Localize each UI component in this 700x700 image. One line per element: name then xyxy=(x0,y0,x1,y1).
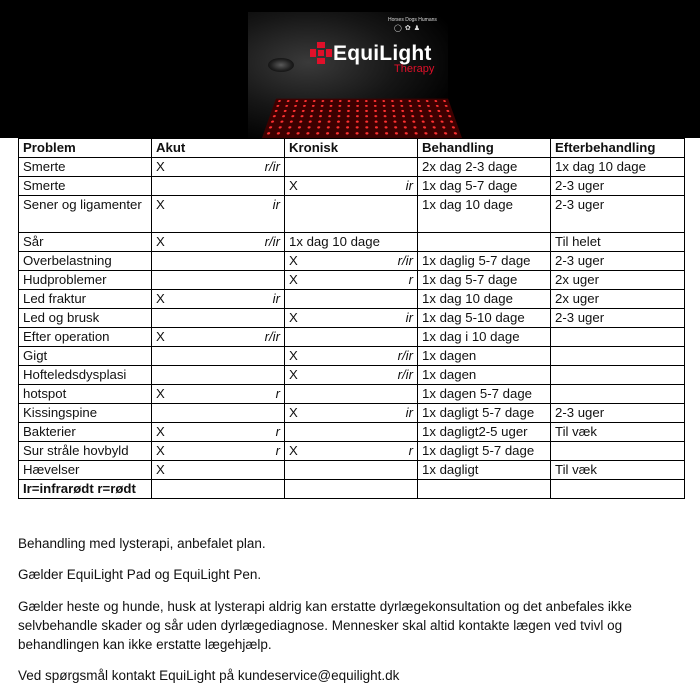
efterbehandling-cell: 1x dag 10 dage xyxy=(551,158,685,177)
akut-mark: X xyxy=(156,234,165,249)
akut-cell xyxy=(152,177,285,196)
table-row xyxy=(19,158,685,177)
kronisk-cell xyxy=(285,271,418,290)
kronisk-mark: X xyxy=(289,367,298,382)
table-row xyxy=(19,252,685,271)
table-row xyxy=(19,461,685,480)
behandling-cell: 1x dagen xyxy=(418,366,551,385)
kronisk-mark: X xyxy=(289,310,298,325)
problem-cell: Efter operation xyxy=(19,328,152,347)
kronisk-cell xyxy=(285,328,418,347)
behandling-cell: 1x dag 5-7 dage xyxy=(418,271,551,290)
akut-light-type: ir xyxy=(272,291,280,306)
table-row xyxy=(19,423,685,442)
kronisk-light-type: ir xyxy=(405,310,413,325)
akut-light-type: r/ir xyxy=(264,234,280,249)
efterbehandling-cell xyxy=(551,347,685,366)
akut-content xyxy=(156,385,280,403)
kronisk-content xyxy=(289,347,413,365)
akut-light-type: r/ir xyxy=(264,329,280,344)
kronisk-mark: 1x dag 10 dage xyxy=(289,234,380,249)
kronisk-light-type: r xyxy=(408,443,413,458)
kronisk-cell xyxy=(285,196,418,233)
kronisk-content xyxy=(289,366,413,384)
kronisk-cell xyxy=(285,290,418,309)
behandling-cell: 1x dagen xyxy=(418,347,551,366)
akut-light-type: r xyxy=(275,386,280,401)
behandling-cell: 1x dagligt 5-7 dage xyxy=(418,404,551,423)
akut-content xyxy=(156,196,280,214)
brand-tagline: Horses Dogs Humans xyxy=(388,17,437,23)
akut-cell xyxy=(152,385,285,404)
behandling-cell: 2x dag 2-3 dage xyxy=(418,158,551,177)
akut-light-type: r xyxy=(275,443,280,458)
treatment-table xyxy=(18,138,685,499)
kronisk-cell xyxy=(285,347,418,366)
behandling-cell: 1x dag i 10 dage xyxy=(418,328,551,347)
kronisk-mark: X xyxy=(289,443,298,458)
akut-mark: X xyxy=(156,197,165,212)
akut-content xyxy=(156,328,280,346)
akut-cell xyxy=(152,271,285,290)
contact-text: Ved spørgsmål kontakt EquiLight på kundeservice@equilight.dk xyxy=(18,668,400,683)
kronisk-light-type: r/ir xyxy=(397,348,413,363)
efterbehandling-cell: 2-3 uger xyxy=(551,309,685,328)
efterbehandling-cell: 2x uger xyxy=(551,290,685,309)
akut-content xyxy=(156,442,280,460)
column-header: Problem xyxy=(19,139,152,158)
disclaimer-text: Gælder heste og hunde, husk at lysterapi aldrig kan erstatte dyrlægekonsultation og det anbefales ikke selvbehandle skader og sår uden dyrlægediagnose. Mennesker skal altid kontakte lægen ved tvivl og behandlingen kan ikke erstatte lægehjælp. xyxy=(18,599,632,652)
kronisk-content xyxy=(289,309,413,327)
problem-cell: Sur stråle hovbyld xyxy=(19,442,152,461)
akut-mark: X xyxy=(156,329,165,344)
kronisk-content xyxy=(289,271,413,289)
table-row xyxy=(19,347,685,366)
table-row xyxy=(19,233,685,252)
problem-cell: Smerte xyxy=(19,158,152,177)
efterbehandling-cell: 2-3 uger xyxy=(551,252,685,271)
kronisk-mark: X xyxy=(289,272,298,287)
table-row xyxy=(19,404,685,423)
problem-cell: Hævelser xyxy=(19,461,152,480)
akut-cell xyxy=(152,423,285,442)
behandling-cell: 1x dag 10 dage xyxy=(418,290,551,309)
table-row xyxy=(19,366,685,385)
table-row xyxy=(19,271,685,290)
akut-mark: X xyxy=(156,424,165,439)
behandling-cell: 1x dagen 5-7 dage xyxy=(418,385,551,404)
problem-cell: Led og brusk xyxy=(19,309,152,328)
akut-mark: X xyxy=(156,386,165,401)
table-row xyxy=(19,290,685,309)
efterbehandling-cell xyxy=(551,328,685,347)
efterbehandling-cell xyxy=(551,385,685,404)
table-header-row xyxy=(19,139,685,158)
behandling-cell: 1x dagligt xyxy=(418,461,551,480)
table-row xyxy=(19,385,685,404)
kronisk-content xyxy=(289,233,413,251)
kronisk-cell xyxy=(285,177,418,196)
akut-cell xyxy=(152,309,285,328)
kronisk-cell xyxy=(285,404,418,423)
problem-cell: Overbelastning xyxy=(19,252,152,271)
kronisk-cell xyxy=(285,442,418,461)
akut-content xyxy=(156,423,280,441)
brand-logo-subtext: Therapy xyxy=(394,63,435,75)
kronisk-content xyxy=(289,252,413,270)
akut-mark: X xyxy=(156,159,165,174)
problem-cell: Kissingspine xyxy=(19,404,152,423)
empty-cell xyxy=(152,480,285,499)
legend-row xyxy=(19,480,685,499)
kronisk-light-type: r/ir xyxy=(397,253,413,268)
behandling-cell xyxy=(418,233,551,252)
problem-cell: Gigt xyxy=(19,347,152,366)
efterbehandling-cell: 2-3 uger xyxy=(551,177,685,196)
akut-content xyxy=(156,158,280,176)
kronisk-cell xyxy=(285,309,418,328)
kronisk-cell xyxy=(285,385,418,404)
problem-cell: Sener og ligamenter xyxy=(19,196,152,233)
social-icons[interactable] xyxy=(394,24,423,32)
efterbehandling-cell: Til helet xyxy=(551,233,685,252)
behandling-cell: 1x daglig 5-7 dage xyxy=(418,252,551,271)
akut-cell xyxy=(152,442,285,461)
akut-cell xyxy=(152,404,285,423)
akut-cell xyxy=(152,196,285,233)
akut-cell xyxy=(152,461,285,480)
column-header: Akut xyxy=(152,139,285,158)
efterbehandling-cell: 2-3 uger xyxy=(551,196,685,233)
kronisk-light-type: ir xyxy=(405,178,413,193)
kronisk-cell xyxy=(285,461,418,480)
behandling-cell: 1x dag 5-7 dage xyxy=(418,177,551,196)
akut-content xyxy=(156,290,280,308)
kronisk-content xyxy=(289,442,413,460)
efterbehandling-cell: 2-3 uger xyxy=(551,404,685,423)
paw-icon[interactable]: ✿ xyxy=(404,25,414,32)
column-header: Efterbehandling xyxy=(551,139,685,158)
empty-cell xyxy=(285,480,418,499)
problem-cell: Bakterier xyxy=(19,423,152,442)
product-text: Gælder EquiLight Pad og EquiLight Pen. xyxy=(18,567,262,582)
akut-content xyxy=(156,461,280,479)
akut-light-type: r/ir xyxy=(264,159,280,174)
kronisk-light-type: r/ir xyxy=(397,367,413,382)
akut-light-type: r xyxy=(275,424,280,439)
problem-cell: Sår xyxy=(19,233,152,252)
header-banner xyxy=(0,0,700,138)
cross-logo-icon xyxy=(310,42,332,64)
akut-cell xyxy=(152,328,285,347)
akut-cell xyxy=(152,158,285,177)
kronisk-mark: X xyxy=(289,253,298,268)
problem-cell: hotspot xyxy=(19,385,152,404)
table-row xyxy=(19,442,685,461)
behandling-cell: 1x dagligt2-5 uger xyxy=(418,423,551,442)
table-row xyxy=(19,177,685,196)
kronisk-cell xyxy=(285,158,418,177)
efterbehandling-cell xyxy=(551,366,685,385)
akut-mark: X xyxy=(156,291,165,306)
kronisk-cell xyxy=(285,233,418,252)
person-icon[interactable]: ♟ xyxy=(413,25,423,32)
akut-light-type: ir xyxy=(272,197,280,212)
akut-cell xyxy=(152,347,285,366)
akut-cell xyxy=(152,290,285,309)
column-header: Behandling xyxy=(418,139,551,158)
problem-cell: Led fraktur xyxy=(19,290,152,309)
column-header: Kronisk xyxy=(285,139,418,158)
akut-cell xyxy=(152,233,285,252)
problem-cell: Hofteledsdysplasi xyxy=(19,366,152,385)
kronisk-light-type: r xyxy=(408,272,413,287)
akut-mark: X xyxy=(156,462,165,477)
behandling-cell: 1x dag 10 dage xyxy=(418,196,551,233)
efterbehandling-cell: 2x uger xyxy=(551,271,685,290)
akut-cell xyxy=(152,252,285,271)
kronisk-cell xyxy=(285,252,418,271)
horse-eye-graphic xyxy=(268,58,294,72)
empty-cell xyxy=(418,480,551,499)
light-pad-graphic xyxy=(262,99,462,138)
problem-cell: Hudproblemer xyxy=(19,271,152,290)
efterbehandling-cell: Til væk xyxy=(551,423,685,442)
kronisk-mark: X xyxy=(289,405,298,420)
table-row xyxy=(19,328,685,347)
table-row xyxy=(19,309,685,328)
empty-cell xyxy=(551,480,685,499)
legend-cell: Ir=infrarødt r=rødt xyxy=(19,480,152,499)
kronisk-light-type: ir xyxy=(405,405,413,420)
akut-mark: X xyxy=(156,443,165,458)
problem-cell: Smerte xyxy=(19,177,152,196)
table-row xyxy=(19,196,685,233)
kronisk-mark: X xyxy=(289,178,298,193)
kronisk-mark: X xyxy=(289,348,298,363)
brand-logo-text: EquiLight xyxy=(333,42,432,65)
kronisk-content xyxy=(289,177,413,195)
kronisk-content xyxy=(289,404,413,422)
behandling-cell: 1x dag 5-10 dage xyxy=(418,309,551,328)
akut-content xyxy=(156,233,280,251)
behandling-cell: 1x dagligt 5-7 dage xyxy=(418,442,551,461)
akut-cell xyxy=(152,366,285,385)
kronisk-cell xyxy=(285,366,418,385)
intro-text: Behandling med lysterapi, anbefalet plan. xyxy=(18,536,266,551)
instagram-icon[interactable]: ◯ xyxy=(394,25,405,32)
efterbehandling-cell xyxy=(551,442,685,461)
kronisk-cell xyxy=(285,423,418,442)
efterbehandling-cell: Til væk xyxy=(551,461,685,480)
